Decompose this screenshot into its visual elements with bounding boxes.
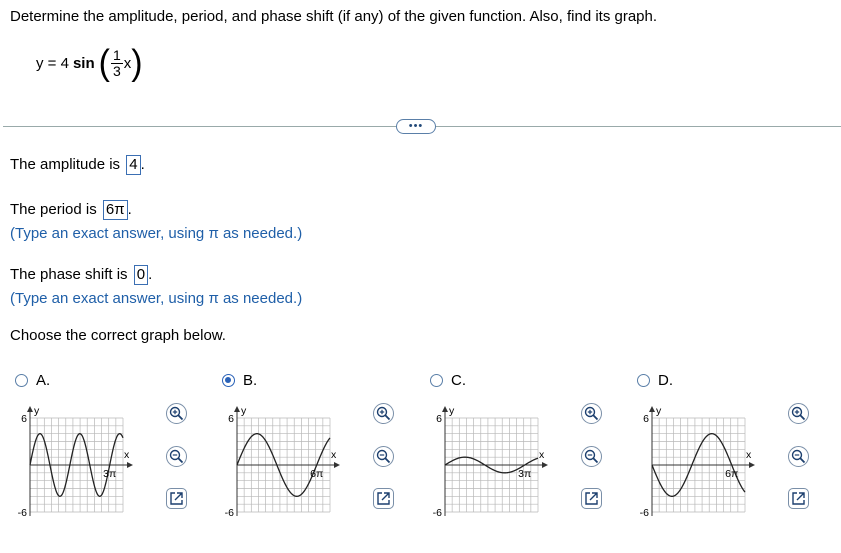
expand-icon[interactable] <box>373 488 394 509</box>
function-lhs: y = 4 <box>36 54 69 72</box>
y-min-label: -6 <box>224 507 234 519</box>
y-min-label: -6 <box>17 507 27 519</box>
x-axis-arrow <box>334 462 340 468</box>
graph-option-c[interactable] <box>430 372 466 389</box>
zoom-out-icon[interactable] <box>373 446 394 467</box>
zoom-out-glyph <box>791 449 806 464</box>
fraction <box>111 48 123 79</box>
graph-option-a[interactable] <box>15 372 50 389</box>
y-max-label: 6 <box>436 413 442 425</box>
period-hint: (Type an exact answer, using π as needed.) <box>10 225 303 242</box>
zoom-in-icon[interactable] <box>373 403 394 424</box>
close-paren: ) <box>131 43 143 83</box>
zoom-out-icon[interactable] <box>788 446 809 467</box>
y-max-label: 6 <box>228 413 234 425</box>
function-expression <box>36 43 143 83</box>
y-axis-label: y <box>449 405 455 417</box>
x-tick-label: 3π <box>103 468 117 480</box>
x-axis-arrow <box>749 462 755 468</box>
phase-answer-box[interactable]: 0 <box>134 265 148 285</box>
option-letter: D. <box>658 372 673 389</box>
amplitude-label: The amplitude is <box>10 156 121 173</box>
y-max-label: 6 <box>643 413 649 425</box>
zoom-in-glyph <box>584 406 599 421</box>
question-prompt: Determine the amplitude, period, and phase shift (if any) of the given function. Also, find its graph. <box>10 8 658 25</box>
x-axis-arrow <box>542 462 548 468</box>
option-radio[interactable] <box>15 374 28 387</box>
y-axis-label: y <box>34 405 40 417</box>
expand-glyph <box>169 491 184 506</box>
y-axis-arrow <box>442 406 448 412</box>
zoom-out-glyph <box>584 449 599 464</box>
x-tick-label: 6π <box>725 468 739 480</box>
zoom-in-icon[interactable] <box>788 403 809 424</box>
option-letter: C. <box>451 372 466 389</box>
zoom-in-glyph <box>376 406 391 421</box>
option-letter: B. <box>243 372 258 389</box>
phase-label: The phase shift is <box>10 266 128 283</box>
option-radio[interactable] <box>637 374 650 387</box>
fraction-numerator: 1 <box>112 46 121 63</box>
x-axis-label: x <box>539 449 545 461</box>
option-letter: A. <box>36 372 51 389</box>
period-label: The period is <box>10 201 97 218</box>
x-axis-label: x <box>331 449 337 461</box>
expand-glyph <box>376 491 391 506</box>
expand-icon[interactable] <box>581 488 602 509</box>
graph-plot <box>210 400 350 520</box>
x-axis-arrow <box>127 462 133 468</box>
expand-glyph <box>791 491 806 506</box>
expand-icon[interactable] <box>788 488 809 509</box>
option-radio[interactable] <box>430 374 443 387</box>
y-min-label: -6 <box>432 507 442 519</box>
y-axis-arrow <box>649 406 655 412</box>
choose-prompt: Choose the correct graph below. <box>10 327 226 344</box>
zoom-out-glyph <box>169 449 184 464</box>
function-var: x <box>123 54 132 72</box>
graph-plot <box>418 400 558 520</box>
period-answer-box[interactable]: 6π <box>103 200 128 220</box>
x-axis-label: x <box>124 449 130 461</box>
expand-icon[interactable] <box>166 488 187 509</box>
y-axis-arrow <box>27 406 33 412</box>
fraction-denominator: 3 <box>112 62 121 79</box>
open-paren: ( <box>98 43 110 83</box>
graph-option-d[interactable] <box>637 372 673 389</box>
phase-hint: (Type an exact answer, using π as needed.) <box>10 290 303 307</box>
zoom-out-icon[interactable] <box>581 446 602 467</box>
x-tick-label: 3π <box>518 468 532 480</box>
zoom-in-icon[interactable] <box>166 403 187 424</box>
zoom-in-glyph <box>169 406 184 421</box>
more-button[interactable]: ••• <box>396 119 436 134</box>
zoom-in-icon[interactable] <box>581 403 602 424</box>
y-axis-arrow <box>234 406 240 412</box>
y-axis-label: y <box>656 405 662 417</box>
expand-glyph <box>584 491 599 506</box>
graph-plot <box>625 400 765 520</box>
amplitude-answer-box[interactable]: 4 <box>126 155 140 175</box>
zoom-in-glyph <box>791 406 806 421</box>
function-sin: sin <box>72 54 95 72</box>
x-axis-label: x <box>746 449 752 461</box>
x-tick-label: 6π <box>310 468 324 480</box>
y-min-label: -6 <box>639 507 649 519</box>
zoom-out-icon[interactable] <box>166 446 187 467</box>
amplitude-line: The amplitude is 4 . <box>10 156 145 173</box>
y-max-label: 6 <box>21 413 27 425</box>
graph-plot <box>3 400 143 520</box>
zoom-out-glyph <box>376 449 391 464</box>
option-radio[interactable] <box>222 374 235 387</box>
phase-line: The phase shift is 0 . <box>10 266 153 283</box>
period-line: The period is 6π . <box>10 201 132 218</box>
graph-option-b[interactable] <box>222 372 257 389</box>
y-axis-label: y <box>241 405 247 417</box>
